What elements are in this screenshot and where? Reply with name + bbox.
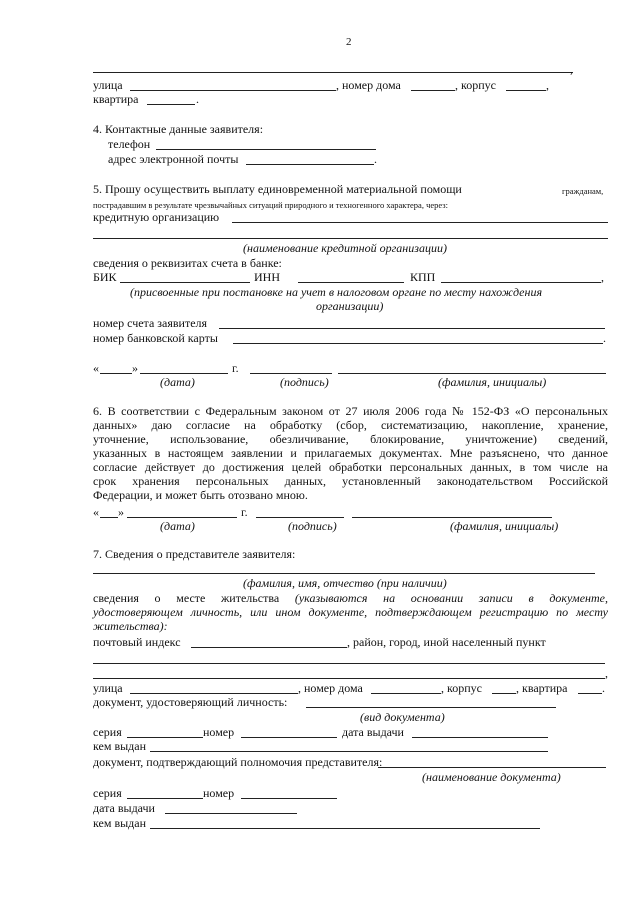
issue-date-field[interactable] <box>412 737 548 738</box>
comma: , <box>570 62 573 76</box>
residence-prefix: сведения о месте жительства <box>93 591 295 605</box>
apartment-label: квартира <box>93 92 139 106</box>
date-day-field[interactable] <box>100 373 132 374</box>
caption-date: (дата) <box>160 519 195 533</box>
doc-type-caption: (вид документа) <box>360 710 445 724</box>
kpp-label: КПП <box>410 270 436 284</box>
authority-doc-field[interactable] <box>378 767 606 768</box>
caption-name: (фамилия, инициалы) <box>438 375 547 389</box>
year-label: г. <box>241 505 248 519</box>
period: . <box>196 92 199 106</box>
caption-name: (фамилия, инициалы) <box>450 519 559 533</box>
section6-line: согласие действует до достижения целей обработки персональных данных, в том числе на <box>93 460 608 474</box>
comma: , <box>546 78 549 92</box>
date-open-quote: « <box>93 505 99 519</box>
apartment-field[interactable] <box>578 693 602 694</box>
section5-line2-small: пострадавшим в результате чрезвычайных ситуаций природного и техногенного характера, через: <box>93 200 448 210</box>
locality-field-2[interactable] <box>93 678 605 679</box>
id-doc-label: документ, удостоверяющий личность: <box>93 695 288 709</box>
residence-italic: (указываются на основании записи в документе, <box>294 591 608 605</box>
section7-heading: 7. Сведения о представителе заявителя: <box>93 547 296 561</box>
issued-by-field[interactable] <box>150 828 540 829</box>
series-label: серия <box>93 786 122 800</box>
series-field[interactable] <box>127 737 203 738</box>
issue-date-label: дата выдачи <box>93 801 155 815</box>
assigned-caption-2: организации) <box>316 299 384 313</box>
kpp-field[interactable] <box>441 282 601 283</box>
residence-line: удостоверяющем личность, или ином документе, подтверждающем регистрацию по месту <box>93 605 608 619</box>
phone-label: телефон <box>108 137 151 151</box>
street-field[interactable] <box>130 693 298 694</box>
authority-doc-label: документ, подтверждающий полномочия представителя: <box>93 755 383 769</box>
block-label: , корпус <box>455 78 496 92</box>
issued-by-label: кем выдан <box>93 816 147 830</box>
credit-org-caption: (наименование кредитной организации) <box>243 241 447 255</box>
card-number-field[interactable] <box>233 343 603 344</box>
residence-line <box>93 591 608 605</box>
bank-details-label: сведения о реквизитах счета в банке: <box>93 256 282 270</box>
series-label: серия <box>93 725 122 739</box>
caption-signature: (подпись) <box>280 375 329 389</box>
year-label: г. <box>232 361 239 375</box>
email-field[interactable] <box>246 164 374 165</box>
number-field[interactable] <box>241 798 337 799</box>
issue-date-label: дата выдачи <box>342 725 404 739</box>
account-number-field[interactable] <box>219 328 605 329</box>
period: . <box>603 331 606 345</box>
section5-request: 5. Прошу осуществить выплату единовременной материальной помощи <box>93 182 462 196</box>
credit-org-field[interactable] <box>232 222 608 223</box>
bik-label: БИК <box>93 270 117 284</box>
date-month-field[interactable] <box>140 373 228 374</box>
series-field[interactable] <box>127 798 203 799</box>
issue-date-field[interactable] <box>165 813 297 814</box>
rep-fio-caption: (фамилия, имя, отчество (при наличии) <box>243 576 447 590</box>
signature-field[interactable] <box>250 373 332 374</box>
phone-field[interactable] <box>156 149 376 150</box>
account-number-label: номер счета заявителя <box>93 316 208 330</box>
block-field[interactable] <box>506 90 546 91</box>
number-label: номер <box>203 786 235 800</box>
issued-by-field[interactable] <box>150 751 548 752</box>
block-field[interactable] <box>492 693 516 694</box>
postal-index-field[interactable] <box>191 647 347 648</box>
house-field[interactable] <box>371 693 441 694</box>
section4-heading: 4. Контактные данные заявителя: <box>93 122 264 136</box>
street-label: улица <box>93 681 123 695</box>
fill-line <box>93 72 573 73</box>
caption-date: (дата) <box>160 375 195 389</box>
name-field[interactable] <box>338 373 606 374</box>
section6-line: 6. В соответствии с Федеральным законом от 27 июля 2006 года № 152-ФЗ «О персональных <box>93 404 608 418</box>
section6-line: уточнение, использование, обезличивание, блокирование, уничтожение) сведений, <box>93 432 608 446</box>
comma: , <box>601 270 604 284</box>
date-open-quote: « <box>93 361 99 375</box>
locality-field[interactable] <box>93 663 605 664</box>
name-field[interactable] <box>352 517 552 518</box>
date-close-quote: » <box>132 361 138 375</box>
comma: , <box>605 666 608 680</box>
credit-org-field-2[interactable] <box>93 238 608 239</box>
page-number: 2 <box>346 36 352 48</box>
caption-signature: (подпись) <box>288 519 337 533</box>
number-label: номер <box>203 725 235 739</box>
section6-line: указанных в настоящем заявлении и прилагаемых документах. Мне разъяснено, что данное <box>93 446 608 460</box>
date-month-field[interactable] <box>127 517 237 518</box>
doc-name-caption: (наименование документа) <box>422 770 561 784</box>
inn-field[interactable] <box>298 282 404 283</box>
date-day-field[interactable] <box>100 517 118 518</box>
period: . <box>374 152 377 166</box>
rep-fio-field[interactable] <box>93 573 595 574</box>
section6-line: данных» даю согласие на обработку (сбор, систематизацию, накопление, хранение, <box>93 418 608 432</box>
locality-label: , район, город, иной населенный пункт <box>347 635 546 649</box>
apartment-label: , квартира <box>516 681 568 695</box>
issued-by-label: кем выдан <box>93 739 147 753</box>
card-number-label: номер банковской карты <box>93 331 218 345</box>
id-doc-field[interactable] <box>306 707 556 708</box>
house-field[interactable] <box>411 90 455 91</box>
assigned-caption-1: (присвоенные при постановке на учет в налоговом органе по месту нахождения <box>130 285 543 299</box>
apartment-field[interactable] <box>147 104 195 105</box>
credit-org-label: кредитную организацию <box>93 210 220 224</box>
house-label: , номер дома <box>298 681 363 695</box>
section5-note: гражданам, <box>562 186 604 196</box>
section6-line: срок хранения персональных данных, установленный законодательством Российской <box>93 474 608 488</box>
street-label: улица <box>93 78 123 92</box>
residence-line: жительства): <box>93 619 168 633</box>
postal-index-label: почтовый индекс <box>93 635 181 649</box>
inn-label: ИНН <box>254 270 280 284</box>
section6-line: Федерации, и может быть отозвано мною. <box>93 488 308 502</box>
house-label: , номер дома <box>336 78 401 92</box>
street-field[interactable] <box>130 90 336 91</box>
signature-field[interactable] <box>256 517 344 518</box>
period: . <box>602 681 605 695</box>
bik-field[interactable] <box>120 282 250 283</box>
number-field[interactable] <box>241 737 337 738</box>
date-close-quote: » <box>118 505 124 519</box>
block-label: , корпус <box>441 681 482 695</box>
email-label: адрес электронной почты <box>108 152 239 166</box>
